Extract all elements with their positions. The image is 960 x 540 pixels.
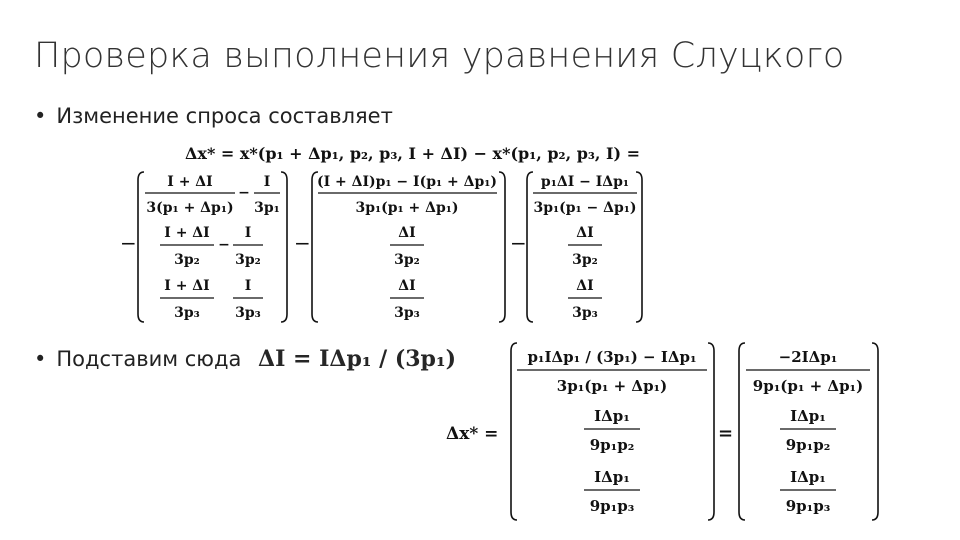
- bullet-marker: •: [34, 104, 47, 128]
- m2-r3-numerator: ΔI: [398, 278, 416, 294]
- m2-r2-denominator: 3p₂: [394, 252, 420, 268]
- m2-r1-numerator: (I + ΔI)p₁ − I(p₁ + Δp₁): [316, 174, 498, 190]
- bullet-demand-change-text: Изменение спроса составляет: [56, 104, 393, 128]
- m1-r2a-numerator: I + ΔI: [164, 225, 210, 241]
- matrix-3-brackets: [527, 172, 642, 322]
- m3-r1-denominator: 3p₁(p₁ − Δp₁): [533, 200, 637, 216]
- bm2-r3-numerator: IΔp₁: [790, 468, 826, 486]
- m1-r1b-numerator: I: [263, 174, 271, 190]
- bm1-r3-numerator: IΔp₁: [594, 468, 630, 486]
- m2-r3-denominator: 3p₃: [394, 305, 420, 321]
- m3-r2-numerator: ΔI: [576, 225, 594, 241]
- m1-r2a-denominator: 3p₂: [174, 252, 200, 268]
- m1-r3b-denominator: 3p₃: [235, 305, 261, 321]
- bm1-r2-numerator: IΔp₁: [594, 407, 630, 425]
- formula-bottom-lhs: Δx* =: [446, 424, 499, 444]
- m1-r1a-denominator: 3(p₁ + Δp₁): [146, 200, 234, 216]
- m1-r1b-denominator: 3p₁: [254, 200, 280, 216]
- m1-r2-operator: −: [218, 237, 230, 253]
- matrix-2-brackets: [312, 172, 505, 322]
- bm2-r1-denominator: 9p₁(p₁ + Δp₁): [752, 377, 864, 395]
- m2-r2-numerator: ΔI: [398, 225, 416, 241]
- bm2-r1-numerator: −2IΔp₁: [778, 348, 838, 366]
- m1-r2b-denominator: 3p₂: [235, 252, 261, 268]
- formula-top-mid-minus: −: [294, 231, 311, 255]
- bm1-r2-denominator: 9p₁p₂: [589, 436, 635, 454]
- bm2-r2-numerator: IΔp₁: [790, 407, 826, 425]
- bullet-substitute-text: Подставим сюда: [56, 347, 242, 371]
- formula-bottom-equals: =: [718, 423, 734, 444]
- bm2-r2-denominator: 9p₁p₂: [785, 436, 831, 454]
- bm1-r3-denominator: 9p₁p₃: [589, 497, 635, 515]
- bm1-r1-denominator: 3p₁(p₁ + Δp₁): [556, 377, 668, 395]
- bm2-r3-denominator: 9p₁p₃: [785, 497, 831, 515]
- m1-r3b-numerator: I: [244, 278, 252, 294]
- m3-r3-denominator: 3p₃: [572, 305, 598, 321]
- m3-r2-denominator: 3p₂: [572, 252, 598, 268]
- inline-formula-delta-i: ΔI = IΔp₁ / (3p₁): [258, 346, 456, 372]
- m1-r1a-numerator: I + ΔI: [167, 174, 213, 190]
- formula-top-left-minus: −: [120, 231, 137, 255]
- m1-r3a-denominator: 3p₃: [174, 305, 200, 321]
- m3-r1-numerator: p₁ΔI − IΔp₁: [540, 174, 630, 190]
- slide-title: Проверка выполнения уравнения Слуцкого: [34, 36, 845, 76]
- bullet-marker: •: [34, 347, 47, 371]
- bm1-r1-numerator: p₁IΔp₁ / (3p₁) − IΔp₁: [527, 348, 697, 366]
- m1-r3a-numerator: I + ΔI: [164, 278, 210, 294]
- m2-r1-denominator: 3p₁(p₁ + Δp₁): [355, 200, 459, 216]
- formula-top-right-minus: −: [510, 231, 527, 255]
- formula-top-header: Δx* = x*(p₁ + Δp₁, p₂, p₃, I + ΔI) − x*(p₁, p₂, p₃, I) =: [185, 144, 641, 163]
- matrix-1-brackets: [138, 172, 287, 322]
- m3-r3-numerator: ΔI: [576, 278, 594, 294]
- m1-r2b-numerator: I: [244, 225, 252, 241]
- m1-r1-operator: −: [238, 185, 250, 201]
